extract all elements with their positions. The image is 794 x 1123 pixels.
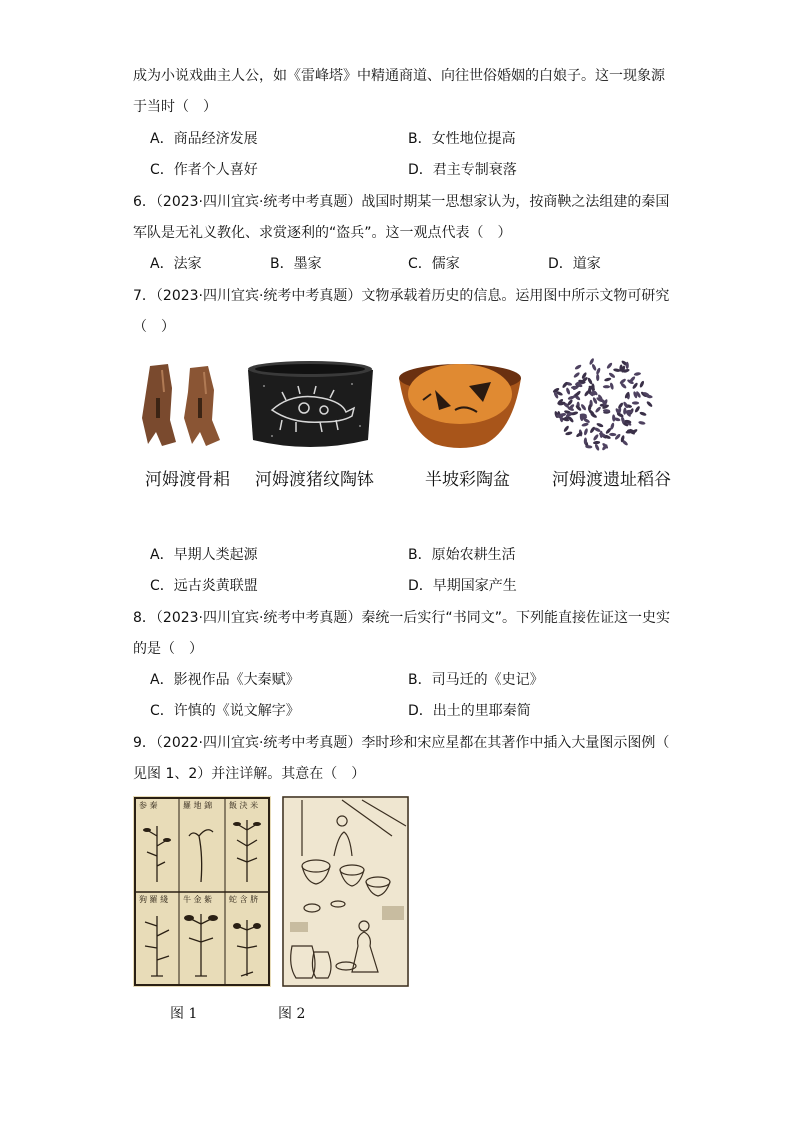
- q7-option-b[interactable]: B．原始农耕生活: [408, 547, 516, 563]
- caption-painted-pottery-basin: 半坡彩陶盆: [425, 470, 510, 490]
- svg-text:飯 決 米: 飯 決 米: [229, 801, 259, 810]
- q6-option-b[interactable]: B．墨家: [270, 256, 322, 272]
- q7-stem-line1: 7．（2023·四川宜宾·统考中考真题）文物承载着历史的信息。运用图中所示文物可研究: [133, 288, 670, 304]
- figure-2-pottery-workshop-illustration: [282, 796, 409, 987]
- svg-text:蛇 含 脐: 蛇 含 脐: [229, 895, 259, 904]
- caption-bone-spade: 河姆渡骨耜: [145, 470, 230, 490]
- q8-stem-line2: 的是（ ）: [133, 641, 203, 657]
- q9-stem-line1: 9．（2022·四川宜宾·统考中考真题）李时珍和宋应星都在其著作中插入大量图示图例（: [133, 735, 670, 751]
- q6-option-d[interactable]: D．道家: [548, 256, 601, 272]
- q5-stem-line2: 于当时（ ）: [133, 99, 217, 115]
- q5-option-a[interactable]: A．商品经济发展: [150, 131, 258, 147]
- q8-option-c[interactable]: C．许慎的《说文解字》: [150, 703, 300, 719]
- q6-option-a[interactable]: A．法家: [150, 256, 202, 272]
- pig-pattern-bowl-image: [242, 356, 379, 455]
- q6-stem-line1: 6．（2023·四川宜宾·统考中考真题）战国时期某一思想家认为，按商鞅之法组建的秦国: [133, 194, 670, 210]
- caption-rice-grains: 河姆渡遗址稻谷: [552, 470, 671, 490]
- q7-option-d[interactable]: D．早期国家产生: [408, 578, 517, 594]
- q5-option-d[interactable]: D．君主专制衰落: [408, 162, 517, 178]
- bone-spade-image: [138, 358, 233, 453]
- svg-text:羅 地 錦: 羅 地 錦: [183, 801, 213, 810]
- rice-grains-image: [548, 352, 656, 454]
- q9-stem-line2: 见图 1、2）并注详解。其意在（ ）: [133, 766, 366, 782]
- q6-stem-line2: 军队是无礼义教化、求赏逐利的“盗兵”。这一观点代表（ ）: [133, 225, 512, 241]
- figure-1-herbal-illustration: [133, 796, 271, 987]
- q7-option-c[interactable]: C．远古炎黄联盟: [150, 578, 258, 594]
- q7-stem-line2: （ ）: [133, 319, 175, 335]
- q7-option-a[interactable]: A．早期人类起源: [150, 547, 258, 563]
- q5-option-c[interactable]: C．作者个人喜好: [150, 162, 258, 178]
- svg-text:参 秦: 参 秦: [139, 801, 158, 810]
- q8-option-d[interactable]: D．出土的里耶秦简: [408, 703, 531, 719]
- svg-text:牛 金 紫: 牛 金 紫: [183, 895, 213, 904]
- figure-2-label: 图 2: [278, 1006, 306, 1022]
- q5-option-b[interactable]: B．女性地位提高: [408, 131, 516, 147]
- painted-pottery-basin-image: [395, 360, 525, 450]
- figure-1-label: 图 1: [170, 1006, 198, 1022]
- q5-stem-line1: 成为小说戏曲主人公，如《雷峰塔》中精通商道、向往世俗婚姻的白娘子。这一现象源: [133, 68, 665, 84]
- q8-option-a[interactable]: A．影视作品《大秦赋》: [150, 672, 300, 688]
- q8-option-b[interactable]: B．司马迁的《史记》: [408, 672, 544, 688]
- caption-pig-pattern-bowl: 河姆渡猪纹陶钵: [255, 470, 374, 490]
- svg-text:狗 羅 綫: 狗 羅 綫: [139, 895, 169, 904]
- q8-stem-line1: 8．（2023·四川宜宾·统考中考真题）秦统一后实行“书同文”。下列能直接佐证这一史实: [133, 610, 670, 626]
- q6-option-c[interactable]: C．儒家: [408, 256, 460, 272]
